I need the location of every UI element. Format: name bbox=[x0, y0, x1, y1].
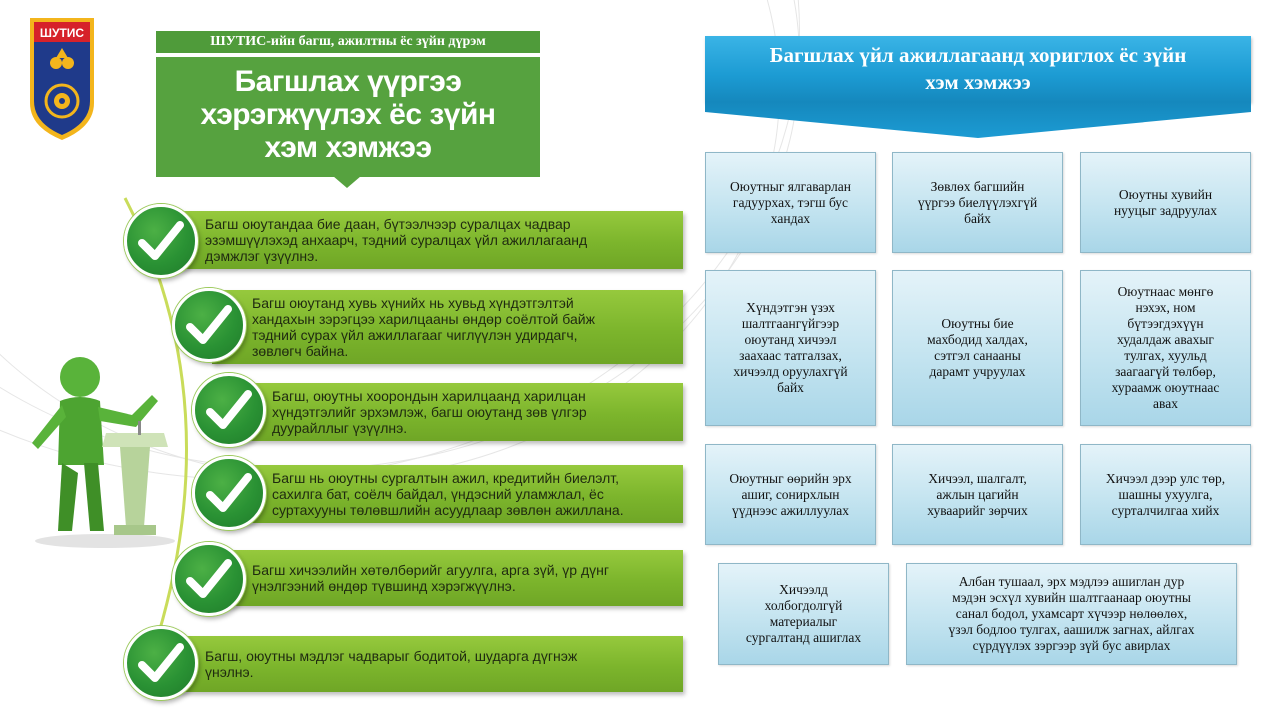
left-title-line: хэрэгжүүлэх ёс зүйн bbox=[200, 98, 496, 131]
check-icon bbox=[192, 373, 266, 447]
box-line: хуваарийг зөрчих bbox=[927, 502, 1028, 518]
box-line: Албан тушаал, эрх мэдлээ ашиглан дур bbox=[958, 574, 1185, 589]
box-line: заахаас татгалзах, bbox=[739, 348, 842, 363]
check-icon bbox=[192, 456, 266, 530]
prohibition-box bbox=[892, 152, 1063, 253]
box-line: Оюутны бие bbox=[941, 316, 1014, 331]
item-line: эзэмшүүлэхэд анхаарч, тэдний суралцах үйл ажиллагаанд bbox=[205, 232, 588, 248]
box-line: гадуурхах, тэгш бус bbox=[732, 194, 849, 210]
list-item bbox=[232, 383, 683, 441]
left-title-line: Багшлах үүргээ bbox=[234, 65, 462, 98]
box-line: оюутанд хичээл bbox=[744, 332, 837, 347]
check-icon bbox=[172, 542, 246, 616]
right-title-line: хэм хэмжээ bbox=[925, 70, 1031, 94]
item-line: Багш нь оюутны сургалтын ажил, кредитийн биелэлт, bbox=[272, 470, 620, 486]
box-line: худалдаж авахыг bbox=[1117, 332, 1214, 347]
item-line: үнэлнэ. bbox=[205, 664, 254, 680]
university-logo bbox=[27, 15, 97, 143]
box-line: үзэл бодлоо тулгах, аашилж загнах, айлгах bbox=[948, 622, 1195, 637]
box-line: сэтгэл санааны bbox=[934, 348, 1021, 363]
box-line: санал бодол, ухамсарт хүчээр нөлөөлөх, bbox=[955, 606, 1188, 621]
item-line: Багш оюутанд хувь хүнийх нь хувьд хүндэтгэлтэй bbox=[252, 295, 574, 311]
check-icon bbox=[124, 626, 198, 700]
box-line: сурталчилгаа хийх bbox=[1111, 502, 1220, 518]
item-line: дэмжлэг үзүүлнэ. bbox=[205, 248, 319, 264]
box-line: хураамж оюутнаас bbox=[1111, 380, 1220, 395]
item-line: Багш, оюутны хоорондын харилцаанд харилцан bbox=[272, 388, 586, 404]
box-line: Хичээл дээр улс төр, bbox=[1105, 470, 1226, 486]
box-line: заагаагүй төлбөр, bbox=[1115, 364, 1216, 379]
box-line: байх bbox=[964, 210, 991, 226]
box-line: сүрдүүлэх зэргээр зүй бус авирлах bbox=[972, 638, 1171, 653]
prohibition-box bbox=[1080, 270, 1251, 426]
prohibition-box bbox=[705, 444, 876, 545]
box-line: хандах bbox=[770, 210, 811, 226]
item-line: тэдний сурах үйл ажиллагааг чиглүүлэн удирдагч, bbox=[252, 327, 578, 343]
item-line: дуурайллыг үзүүлнэ. bbox=[272, 420, 408, 436]
right-section-title bbox=[705, 36, 1251, 102]
prohibition-box bbox=[705, 152, 876, 253]
box-line: Хичээл, шалгалт, bbox=[928, 470, 1027, 486]
box-line: нууцыг задруулах bbox=[1113, 202, 1218, 218]
box-line: Оюутныг өөрийн эрх bbox=[729, 470, 852, 486]
prohibition-box bbox=[892, 444, 1063, 545]
down-arrow-icon bbox=[705, 102, 1251, 138]
item-line: сахилга бат, соёлч байдал, үндэсний уламжлал, ёс bbox=[272, 486, 604, 502]
list-item bbox=[212, 290, 683, 364]
box-line: Хичээлд bbox=[779, 582, 828, 597]
prohibition-box bbox=[1080, 444, 1251, 545]
box-line: хичээлд оруулахгүй bbox=[733, 364, 848, 379]
list-item bbox=[212, 550, 683, 606]
box-line: холбогдолгүй bbox=[764, 598, 843, 613]
item-line: Багш, оюутны мэдлэг чадварыг бодитой, шударга дүгнэж bbox=[205, 648, 578, 664]
list-item bbox=[160, 211, 683, 269]
box-line: Оюутны хувийн bbox=[1118, 186, 1213, 202]
box-line: байх bbox=[777, 380, 804, 395]
logo-text: ШУТИС bbox=[39, 26, 85, 40]
box-line: Хүндэтгэн үзэх bbox=[746, 300, 835, 315]
prohibition-box bbox=[705, 270, 876, 426]
box-line: тулгах, хуульд bbox=[1124, 348, 1207, 363]
box-line: шалтгаангүйгээр bbox=[741, 316, 840, 331]
item-line: хүндэтгэлийг эрхэмлэж, багш оюутанд зөв үлгэр bbox=[272, 404, 587, 420]
title-pointer bbox=[333, 176, 361, 188]
item-line: зөвлөгч байна. bbox=[252, 343, 349, 359]
box-line: ажлын цагийн bbox=[936, 486, 1019, 502]
prohibition-box bbox=[1080, 152, 1251, 253]
left-title-line: хэм хэмжээ bbox=[264, 131, 432, 164]
box-line: Зөвлөх багшийн bbox=[930, 178, 1025, 194]
item-line: Багш хичээлийн хөтөлбөрийг агуулга, арга зүй, үр дүнг bbox=[252, 562, 609, 578]
list-item bbox=[160, 636, 683, 692]
check-icon bbox=[172, 288, 246, 362]
box-line: үүднээс ажиллуулах bbox=[732, 502, 849, 518]
box-line: сургалтанд ашиглах bbox=[745, 630, 862, 645]
box-line: Оюутнаас мөнгө bbox=[1117, 284, 1214, 299]
prohibition-box bbox=[892, 270, 1063, 426]
box-line: үүргээ биелүүлэхгүй bbox=[917, 194, 1038, 210]
list-item bbox=[232, 465, 683, 523]
box-line: Оюутныг ялгаварлан bbox=[730, 178, 851, 194]
box-line: ашиг, сонирхлын bbox=[741, 486, 840, 502]
box-line: шашны ухуулга, bbox=[1118, 486, 1213, 502]
prohibition-box bbox=[718, 563, 889, 665]
document-subtitle: ШУТИС-ийн багш, ажилтны ёс зүйн дүрэм bbox=[156, 31, 540, 53]
presenter-illustration bbox=[20, 355, 190, 550]
box-line: авах bbox=[1153, 396, 1178, 411]
box-line: материалыг bbox=[769, 614, 838, 629]
box-line: нэхэх, ном bbox=[1135, 300, 1196, 315]
item-line: суртахууны төлөвшлийн асуудлаар зөвлөн ажиллана. bbox=[272, 502, 624, 518]
box-line: бүтээгдэхүүн bbox=[1127, 316, 1204, 331]
box-line: махбодид халдах, bbox=[927, 332, 1028, 347]
box-line: мэдэн эсхүл хувийн шалтгаанаар оюутны bbox=[952, 590, 1191, 605]
prohibition-box bbox=[906, 563, 1237, 665]
item-line: үнэлгээний өндөр түвшинд хэрэгжүүлнэ. bbox=[252, 578, 516, 594]
box-line: дарамт учруулах bbox=[929, 364, 1026, 379]
item-line: Багш оюутандаа бие даан, бүтээлчээр суралцах чадвар bbox=[205, 216, 571, 232]
check-icon bbox=[124, 204, 198, 278]
right-title-line: Багшлах үйл ажиллагаанд хориглох ёс зүйн bbox=[769, 43, 1187, 67]
left-section-title bbox=[156, 57, 540, 177]
item-line: хандахын зэрэгцээ харилцааны өндөр соёлтой байж bbox=[252, 311, 595, 327]
